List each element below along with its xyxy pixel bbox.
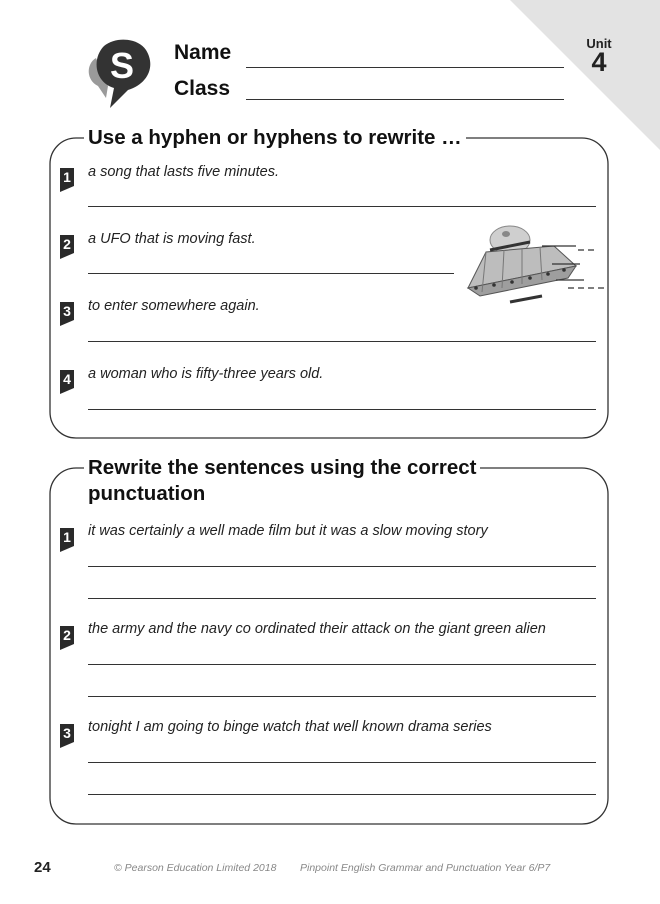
question-number-1-icon xyxy=(58,526,76,552)
question-number-3-icon xyxy=(58,300,76,326)
class-label: Class xyxy=(174,77,231,100)
answer-line[interactable] xyxy=(88,341,596,342)
answer-line[interactable] xyxy=(88,696,596,697)
book-title-text: Pinpoint English Grammar and Punctuation Year 6/P7 xyxy=(300,862,551,874)
answer-line[interactable] xyxy=(88,598,596,599)
svg-text:2: 2 xyxy=(63,236,71,252)
svg-text:3: 3 xyxy=(63,303,71,319)
unit-label: Unit xyxy=(586,36,612,51)
section1-title: Use a hyphen or hyphens to rewrite … xyxy=(84,125,466,151)
section2-title-line1: Rewrite the sentences using the correct xyxy=(84,455,480,481)
name-write-line[interactable] xyxy=(246,67,564,68)
answer-line[interactable] xyxy=(88,664,596,665)
answer-line[interactable] xyxy=(88,206,596,207)
answer-line[interactable] xyxy=(88,273,454,274)
page-number: 24 xyxy=(34,859,51,876)
class-write-line[interactable] xyxy=(246,99,564,100)
question-number-4-icon xyxy=(58,368,76,394)
logo-letter: S xyxy=(109,45,135,86)
svg-text:3: 3 xyxy=(63,725,71,741)
section1-question-3: to enter somewhere again. xyxy=(88,298,260,314)
copyright-text: © Pearson Education Limited 2018 xyxy=(114,862,277,874)
unit-number: 4 xyxy=(591,47,607,77)
answer-line[interactable] xyxy=(88,566,596,567)
svg-text:1: 1 xyxy=(63,169,71,185)
question-number-1-icon xyxy=(58,166,76,192)
answer-line[interactable] xyxy=(88,762,596,763)
svg-text:2: 2 xyxy=(63,627,71,643)
section2-question-1: it was certainly a well made film but it was a slow moving story xyxy=(88,523,488,539)
ufo-illustration-icon xyxy=(456,218,606,310)
question-number-3-icon xyxy=(58,722,76,748)
section1-question-1: a song that lasts five minutes. xyxy=(88,164,280,180)
answer-line[interactable] xyxy=(88,794,596,795)
svg-text:4: 4 xyxy=(63,371,71,387)
s-logo-icon xyxy=(84,36,158,110)
name-label: Name xyxy=(174,41,232,64)
section2-question-3: tonight I am going to binge watch that well known drama series xyxy=(88,719,492,735)
question-number-2-icon xyxy=(58,624,76,650)
section1-question-4: a woman who is fifty-three years old. xyxy=(88,366,324,382)
question-number-2-icon xyxy=(58,233,76,259)
answer-line[interactable] xyxy=(88,409,596,410)
section2-title-line2: punctuation xyxy=(84,481,209,507)
svg-text:1: 1 xyxy=(63,529,71,545)
section2-question-2: the army and the navy co ordinated their attack on the giant green alien xyxy=(88,621,546,637)
section1-question-2: a UFO that is moving fast. xyxy=(88,231,256,247)
